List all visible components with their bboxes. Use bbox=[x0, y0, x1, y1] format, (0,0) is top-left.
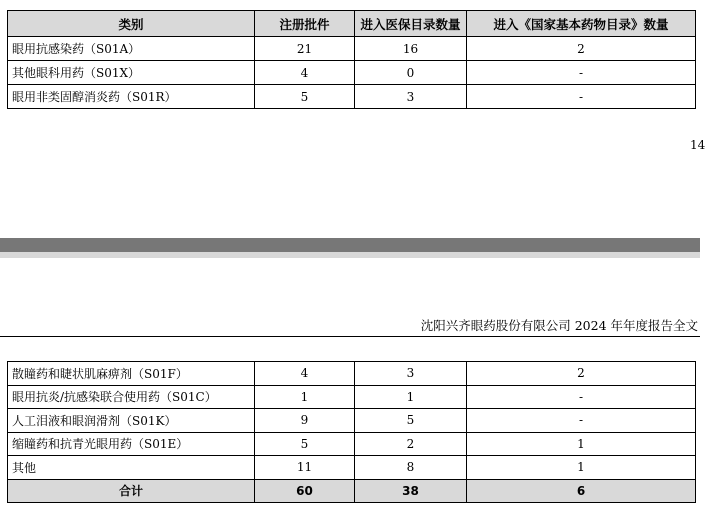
registrations-cell: 4 bbox=[255, 61, 355, 85]
category-cell: 缩瞳药和抗青光眼用药（S01E） bbox=[8, 432, 255, 456]
header-essential-drugs: 进入《国家基本药物目录》数量 bbox=[467, 11, 696, 37]
drug-category-table-bottom bbox=[7, 361, 696, 503]
insurance-cell: 16 bbox=[355, 37, 467, 61]
category-cell: 眼用抗感染药（S01A） bbox=[8, 37, 255, 61]
essential-cell: 2 bbox=[467, 362, 696, 386]
registrations-cell: 4 bbox=[255, 362, 355, 386]
header-insurance-catalog: 进入医保目录数量 bbox=[355, 11, 467, 37]
insurance-cell: 1 bbox=[355, 385, 467, 409]
header-rule bbox=[0, 336, 700, 337]
table-row bbox=[8, 456, 696, 480]
total-registrations: 60 bbox=[255, 479, 355, 503]
insurance-cell: 2 bbox=[355, 432, 467, 456]
insurance-cell: 8 bbox=[355, 456, 467, 480]
table-row bbox=[8, 61, 696, 85]
category-cell: 散瞳药和睫状肌麻痹剂（S01F） bbox=[8, 362, 255, 386]
category-cell: 其他 bbox=[8, 456, 255, 480]
table-total-row bbox=[8, 479, 696, 503]
header-registrations: 注册批件 bbox=[255, 11, 355, 37]
category-cell: 其他眼科用药（S01X） bbox=[8, 61, 255, 85]
essential-cell: - bbox=[467, 85, 696, 109]
registrations-cell: 11 bbox=[255, 456, 355, 480]
table-row bbox=[8, 432, 696, 456]
total-insurance: 38 bbox=[355, 479, 467, 503]
category-cell: 眼用抗炎/抗感染联合使用药（S01C） bbox=[8, 385, 255, 409]
insurance-cell: 3 bbox=[355, 85, 467, 109]
drug-category-table-top bbox=[7, 10, 696, 109]
total-essential: 6 bbox=[467, 479, 696, 503]
essential-cell: 2 bbox=[467, 37, 696, 61]
category-cell: 人工泪液和眼润滑剂（S01K） bbox=[8, 409, 255, 433]
registrations-cell: 1 bbox=[255, 385, 355, 409]
essential-cell: - bbox=[467, 385, 696, 409]
total-label: 合计 bbox=[8, 479, 255, 503]
table-header-row bbox=[8, 11, 696, 37]
essential-cell: 1 bbox=[467, 432, 696, 456]
table-row bbox=[8, 409, 696, 433]
page-break-divider bbox=[0, 238, 700, 252]
header-category: 类别 bbox=[8, 11, 255, 37]
page-break-shade bbox=[0, 252, 700, 258]
registrations-cell: 21 bbox=[255, 37, 355, 61]
table-row bbox=[8, 85, 696, 109]
insurance-cell: 5 bbox=[355, 409, 467, 433]
insurance-cell: 3 bbox=[355, 362, 467, 386]
insurance-cell: 0 bbox=[355, 61, 467, 85]
table-row bbox=[8, 37, 696, 61]
registrations-cell: 5 bbox=[255, 85, 355, 109]
running-header: 沈阳兴齐眼药股份有限公司 2024 年年度报告全文 bbox=[420, 318, 698, 333]
essential-cell: - bbox=[467, 409, 696, 433]
table-row bbox=[8, 385, 696, 409]
table-row bbox=[8, 362, 696, 386]
category-cell: 眼用非类固醇消炎药（S01R） bbox=[8, 85, 255, 109]
essential-cell: - bbox=[467, 61, 696, 85]
essential-cell: 1 bbox=[467, 456, 696, 480]
registrations-cell: 9 bbox=[255, 409, 355, 433]
registrations-cell: 5 bbox=[255, 432, 355, 456]
page-number: 14 bbox=[690, 138, 705, 152]
